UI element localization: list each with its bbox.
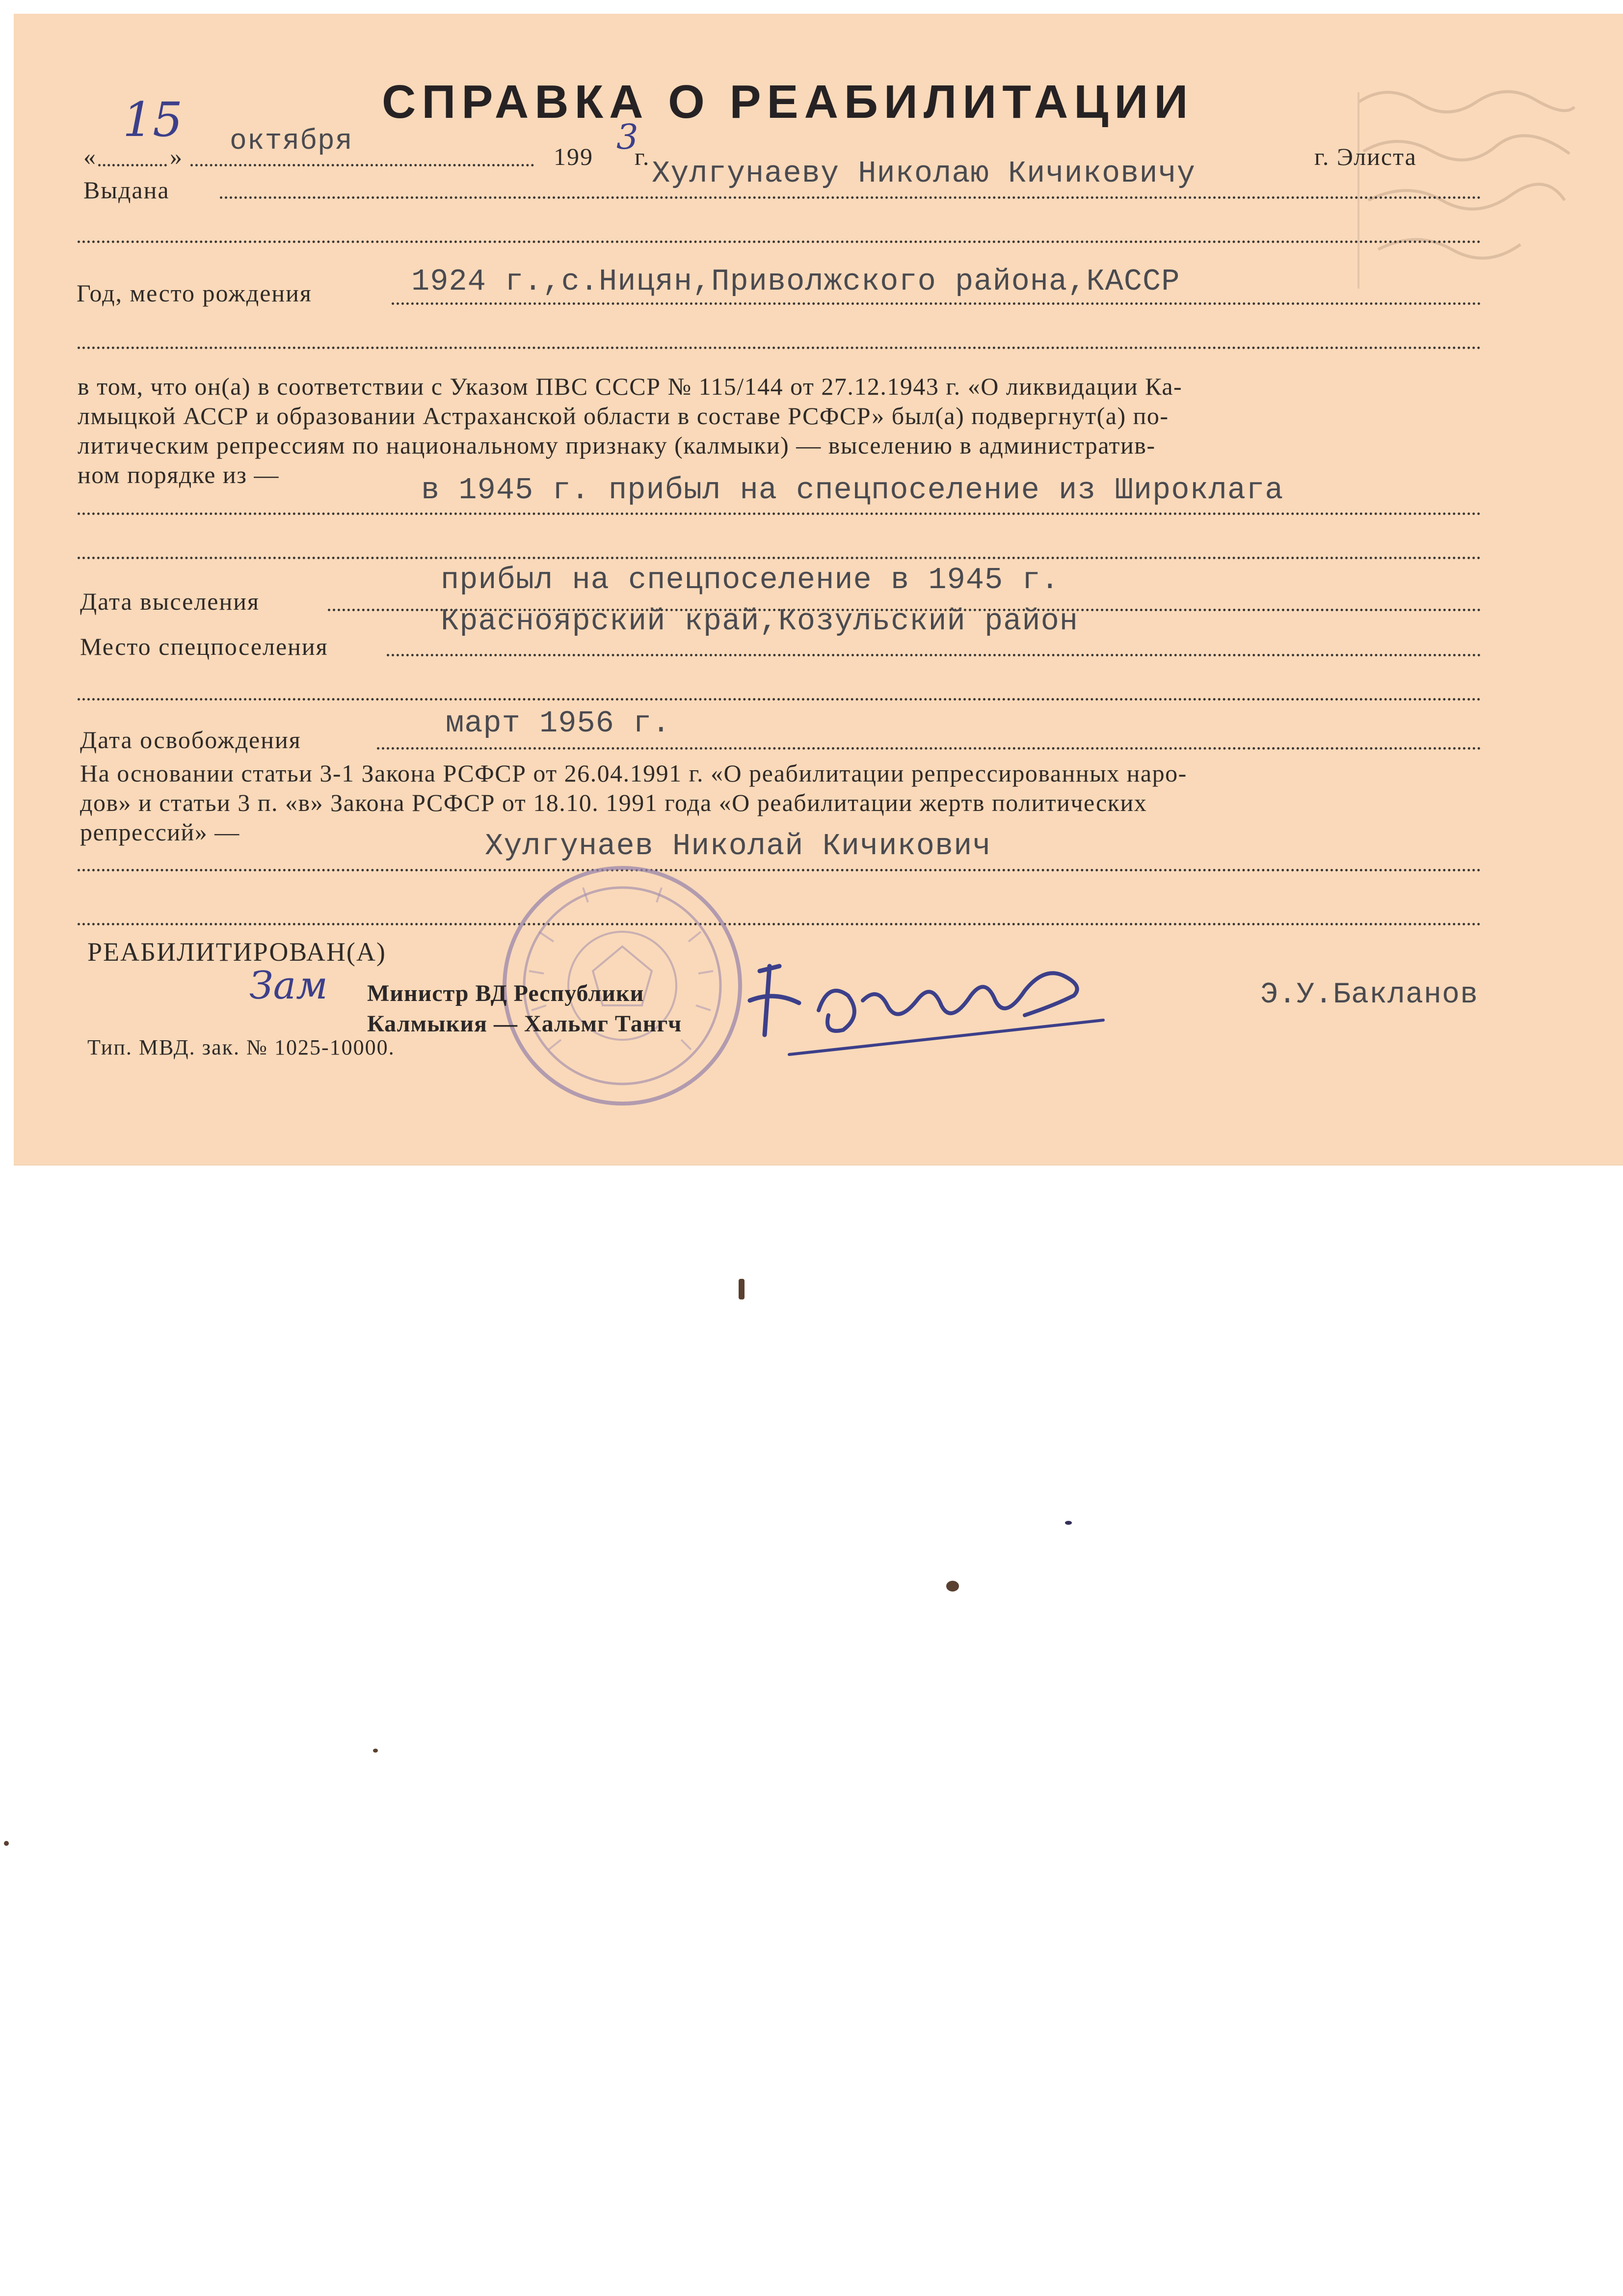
eviction-from-value: в 1945 г. прибыл на спецпоселение из Широклага <box>421 473 1284 508</box>
official-name: Э.У.Бакланов <box>1260 978 1479 1012</box>
minister-signature <box>730 937 1123 1064</box>
release-value: март 1956 г. <box>446 706 671 741</box>
eviction-date-value: прибыл на спецпоселение в 1945 г. <box>441 563 1060 597</box>
para2-line1: На основании статьи 3-1 Закона РСФСР от 26.04.1991 г. «О реабилитации репрессированных наро- <box>80 759 1187 787</box>
para2-line3: репрессий» — <box>80 818 240 846</box>
city-label: г. Элиста <box>1314 143 1417 170</box>
scan-speck <box>946 1581 959 1592</box>
blank-line-2 <box>78 347 1481 349</box>
month-typed: октября <box>230 126 353 158</box>
eviction-date-label: Дата выселения <box>80 588 260 615</box>
para1-line2: лмыцкой АССР и образовании Астраханской области в составе РСФСР» был(а) подвергнут(а) по- <box>78 402 1169 430</box>
para1-line1: в том, что он(а) в соответствии с Указом ПВС СССР № 115/144 от 27.12.1943 г. «О ликвидации Ка- <box>78 373 1183 400</box>
rehab-person-value: Хулгунаев Николай Кичикович <box>485 829 991 864</box>
eviction-from-underline <box>78 513 1481 515</box>
birth-value: 1924 г.,с.Ницян,Приволжского района,КАССР <box>411 264 1180 299</box>
rehabilitated-label: РЕАБИЛИТИРОВАН(А) <box>87 937 386 967</box>
quote-open: « <box>83 143 97 170</box>
rehab-person-underline <box>78 869 1481 871</box>
issued-label: Выдана <box>83 176 170 204</box>
print-info: Тип. МВД. зак. № 1025-10000. <box>87 1035 395 1059</box>
deputy-mark-handwritten: Зам <box>249 964 328 1008</box>
bleed-through-writing <box>1349 73 1584 305</box>
settlement-value: Красноярский край,Козульский район <box>441 604 1079 639</box>
quote-close: » <box>170 143 183 170</box>
birth-underline <box>392 302 1481 305</box>
year-suffix-handwritten: 3 <box>616 117 639 157</box>
para2-line2: дов» и статьи 3 п. «в» Закона РСФСР от 18.10. 1991 года «О реабилитации жертв политических <box>80 789 1147 816</box>
release-label: Дата освобождения <box>80 726 301 754</box>
para1-line3: литическим репрессиям по национальному признаку (калмыки) — выселению в административ- <box>78 432 1156 459</box>
settlement-underline <box>387 654 1481 656</box>
day-underline <box>98 164 167 166</box>
issued-value: Хулгунаеву Николаю Кичиковичу <box>652 156 1196 191</box>
rehabilitation-certificate <box>14 14 1623 1165</box>
scan-speck <box>373 1749 378 1753</box>
scan-speck <box>1065 1521 1072 1525</box>
year-prefix: 199 <box>554 143 593 170</box>
para1-line4: ном порядке из — <box>78 461 279 488</box>
month-underline <box>190 164 534 166</box>
scan-speck <box>4 1841 9 1846</box>
scan-speck <box>739 1279 745 1299</box>
blank-line-5 <box>78 923 1481 925</box>
blank-line-1 <box>78 241 1481 243</box>
ministry-line1: Министр ВД Республики <box>367 980 644 1006</box>
issued-underline <box>220 196 1481 199</box>
birth-label: Год, место рождения <box>77 279 312 307</box>
document-title: СПРАВКА О РЕАБИЛИТАЦИИ <box>382 76 1194 128</box>
blank-line-3 <box>78 557 1481 559</box>
year-g-label: г. <box>635 143 650 170</box>
ministry-line2: Калмыкия — Хальмг Тангч <box>367 1011 682 1037</box>
settlement-label: Место спецпоселения <box>80 633 328 660</box>
blank-line-4 <box>78 698 1481 701</box>
release-underline <box>377 747 1481 750</box>
day-handwritten: 15 <box>123 92 183 147</box>
